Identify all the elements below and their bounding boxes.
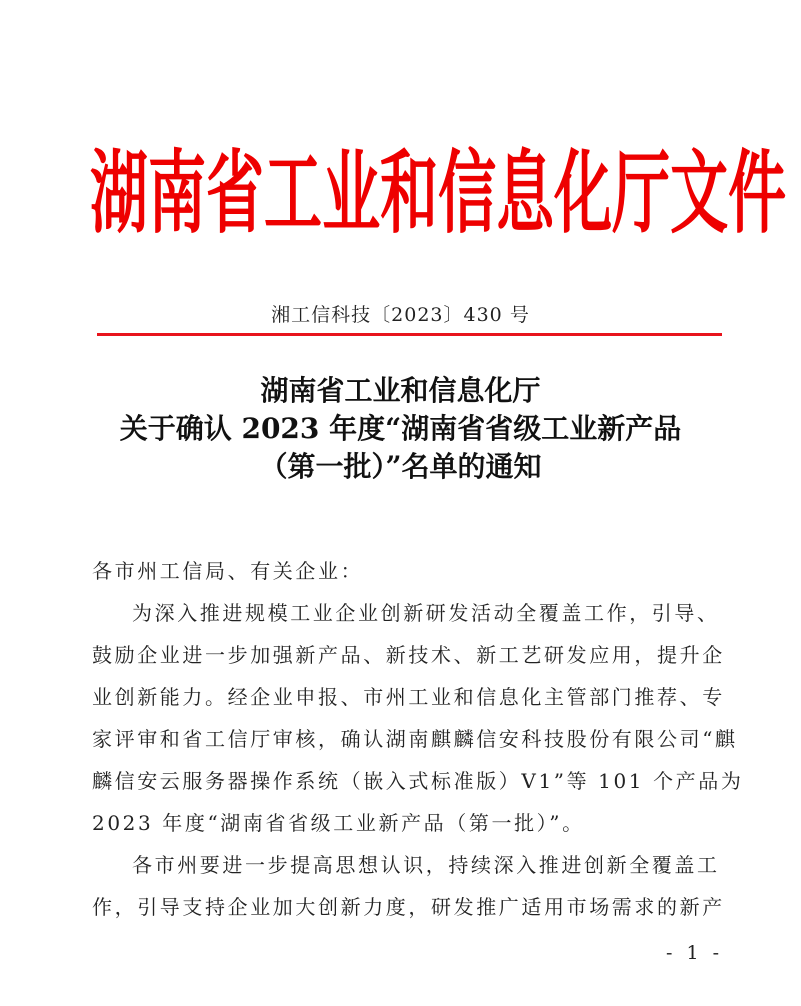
issuer-red-header	[90, 138, 787, 248]
header-char: 工	[264, 140, 323, 246]
paragraph-line: 麟信安云服务器操作系统（嵌入式标准版）V1”等 101 个产品为	[92, 769, 744, 793]
header-char: 业	[322, 140, 381, 246]
header-char: 件	[728, 140, 787, 246]
header-char: 厅	[612, 140, 671, 246]
red-divider-rule	[97, 333, 722, 336]
header-char: 南	[148, 140, 207, 246]
paragraph-line: 鼓励企业进一步加强新产品、新技术、新工艺研发应用，提升企	[92, 643, 725, 667]
paragraph-line: 各市州要进一步提高思想认识，持续深入推进创新全覆盖工	[132, 853, 720, 877]
paragraph-line: 家评审和省工信厅审核，确认湖南麒麟信安科技股份有限公司“麒	[92, 727, 738, 751]
document-body	[92, 550, 744, 928]
paragraph-2	[92, 844, 725, 928]
header-char: 化	[554, 140, 613, 246]
header-char: 湖	[90, 140, 149, 246]
document-title	[0, 372, 801, 486]
paragraph-line: 为深入推进规模工业企业创新研发活动全覆盖工作，引导、	[132, 601, 720, 625]
paragraph-line: 作，引导支持企业加大创新力度，研发推广适用市场需求的新产	[92, 895, 725, 919]
header-char: 和	[380, 140, 439, 246]
header-char: 息	[496, 140, 555, 246]
page-number: - 1 -	[665, 942, 723, 964]
paragraph-line: 2023 年度“湖南省省级工业新产品（第一批）”。	[92, 811, 585, 835]
header-char: 信	[438, 140, 497, 246]
paragraph-line: 业创新能力。经企业申报、市州工业和信息化主管部门推荐、专	[92, 685, 725, 709]
title-line: 湖南省工业和信息化厅	[260, 374, 541, 407]
header-char: 省	[206, 140, 265, 246]
salutation: 各市州工信局、有关企业：	[92, 559, 364, 583]
header-char: 文	[670, 140, 729, 246]
title-line: 关于确认 2023 年度“湖南省省级工业新产品	[119, 412, 682, 445]
document-number: 湘工信科技〔2023〕430 号	[271, 304, 530, 326]
paragraph-1	[92, 592, 744, 844]
title-line: （第一批）”名单的通知	[259, 450, 542, 483]
